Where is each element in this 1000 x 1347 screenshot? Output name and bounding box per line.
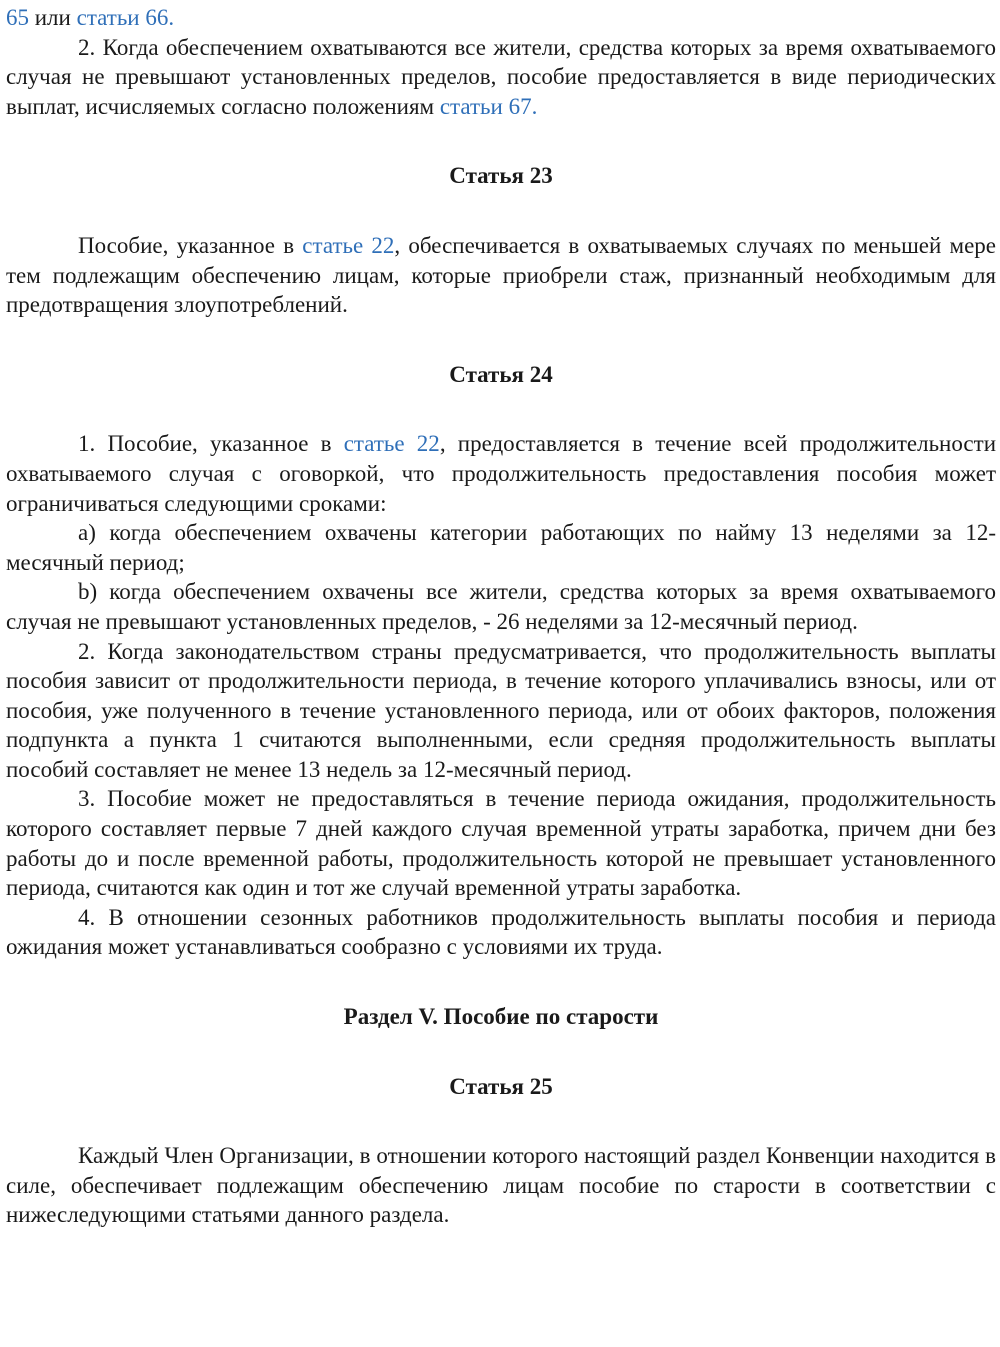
article-67-link[interactable]: статьи 67. bbox=[439, 93, 538, 119]
article-24-paragraph-4: 4. В отношении сезонных работников продолжительность выплаты пособия и периода ожидания может устанавливаться сообразно с условиями их труда. bbox=[6, 904, 996, 960]
article-24-paragraph-1 bbox=[6, 429, 996, 518]
article-24-p1-pre: 1. Пособие, указанное в bbox=[78, 431, 344, 457]
article-24-subpoint-a: a) когда обеспечением охвачены категории работающих по найму 13 неделями за 12-месячный период; bbox=[6, 520, 996, 575]
article-65-link[interactable]: 65 bbox=[6, 5, 29, 30]
document-page bbox=[6, 3, 996, 1230]
article-24-paragraph-3: 3. Пособие может не предоставляться в течение периода ожидания, продолжительность которого составляет первые 7 дней каждого случая временной утраты заработка, причем дни без работы до и после временной работы, продолжительность которой не превышает установленного периода, считаются как один и тот же случай временной утраты заработка. bbox=[6, 786, 996, 901]
article-23-text-pre: Пособие, указанное в bbox=[78, 232, 303, 258]
article-23-heading: Статья 23 bbox=[449, 163, 553, 189]
article-25-heading: Статья 25 bbox=[449, 1073, 553, 1099]
article-23-text-post: , обеспечивается в охватываемых случаях по меньшей мере тем подлежащим обеспечению лицам, которые приобрели стаж, признанный необходимым для предотвращения злоупотреблений. bbox=[6, 232, 997, 318]
article-66-link[interactable]: статьи 66. bbox=[76, 5, 175, 30]
article-25-paragraph: Каждый Член Организации, в отношении которого настоящий раздел Конвенции находится в силе, обеспечивает подлежащим обеспечению лицам пособие по старости в соответствии с нижеследующими статьями данного раздела. bbox=[6, 1143, 996, 1228]
article-24-p1-post: , предоставляется в течение всей продолжительности охватываемого случая с оговоркой, что продолжительность предоставления пособия может ограничиваться следующими сроками: bbox=[6, 431, 997, 516]
article-22-paragraph-2 bbox=[6, 33, 996, 122]
article-22-link-2[interactable]: статье 22 bbox=[343, 431, 440, 457]
article-22-paragraph-2-text: 2. Когда обеспечением охватываются все жители, средства которых за время охватываемого случая не превышают установленных пределов, пособие предоставляется в виде периодических выплат, исчисляемых согласно положениям bbox=[6, 34, 996, 119]
intro-connector: или bbox=[29, 5, 77, 30]
article-24-subpoint-b: b) когда обеспечением охвачены все жители, средства которых за время охватываемого случая не превышают установленных пределов, - 26 неделями за 12-месячный период. bbox=[6, 579, 996, 634]
article-23-paragraph bbox=[6, 231, 996, 320]
article-24-heading: Статья 24 bbox=[449, 361, 553, 387]
article-22-link[interactable]: статье 22 bbox=[302, 232, 395, 258]
article-24-paragraph-2: 2. Когда законодательством страны предусматривается, что продолжительность выплаты пособия зависит от продолжительности периода, в течение которого уплачивались взносы, или от пособия, уже полученного в течение установленного периода, или от обоих факторов, положения подпункта a пункта 1 считаются выполненными, если средняя продолжительность выплаты пособий составляет не менее 13 недель за 12-месячный период. bbox=[6, 638, 996, 782]
intro-line bbox=[6, 3, 996, 33]
section-5-heading: Раздел V. Пособие по старости bbox=[343, 1004, 659, 1030]
